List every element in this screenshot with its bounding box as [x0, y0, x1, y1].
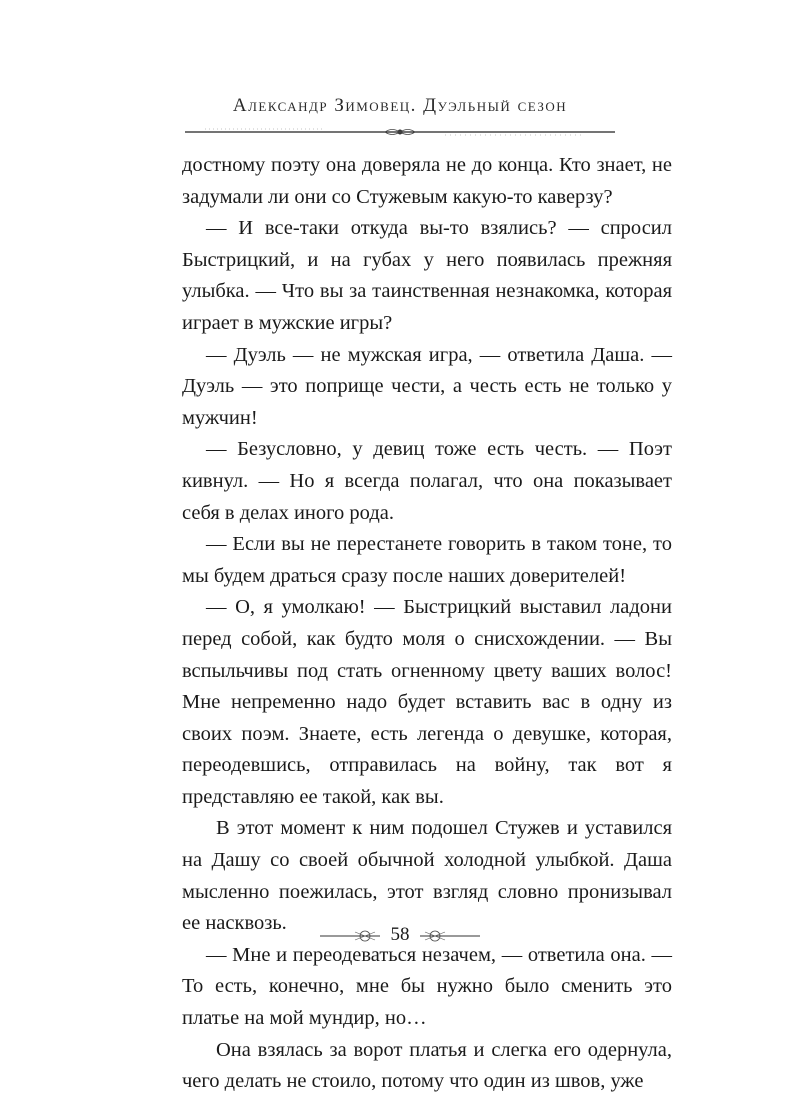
paragraph-3: — Дуэль — не мужская игра, — ответила Даша. — Дуэль — это поприще чести, а честь есть не только у мужчин! — [182, 343, 672, 429]
body-text — [182, 150, 672, 1098]
page-footer — [310, 922, 490, 952]
paragraph-4: — Безусловно, у девиц тоже есть честь. — Поэт кивнул. — Но я всегда полагал, что она показывает себя в делах иного рода. — [182, 438, 672, 524]
paragraph-8: — Мне и переодеваться незачем, — ответила она. — То есть, конечно, мне бы нужно было сменить это платье на мой мундир, но… — [182, 943, 672, 1030]
paragraph-1: достному поэту она доверяла не до конца. Кто знает, не задумали ли они со Стужевым какую-то каверзу? — [182, 154, 672, 208]
paragraph-6: — О, я умолкаю! — Быстрицкий выставил ладони перед собой, как будто моля о снисхождении. — Вы вспыльчивы под стать огненному цвету ваших волос! Мне непременно надо будет вставить вас в одну из своих поэм. Знаете, есть легенда о девушке, которая, переодевшись, отправилась на войну, так вот я представляю ее такой, как вы. — [182, 596, 672, 808]
paragraph-5: — Если вы не перестанете говорить в таком тоне, то мы будем драться сразу после наших доверителей! — [182, 533, 672, 587]
page-number: 58 — [390, 924, 410, 945]
header-ornament-rule — [185, 125, 615, 139]
paragraph-7: В этот момент к ним подошел Стужев и уставился на Дашу со своей обычной холодной улыбкой. Даша мысленно поежилась, этот взгляд словно пронизывал ее насквозь. — [182, 817, 672, 935]
paragraph-9: Она взялась за ворот платья и слегка его одернула, чего делать не стоило, потому что один из швов, уже — [182, 1038, 672, 1093]
paragraph-2: — И все-таки откуда вы-то взялись? — спросил Быстрицкий, и на губах у него появилась прежняя улыбка. — Что вы за таинственная незнакомка, которая играет в мужские игры? — [182, 217, 672, 334]
running-header: Александр Зимовец. Дуэльный сезон — [232, 95, 568, 116]
